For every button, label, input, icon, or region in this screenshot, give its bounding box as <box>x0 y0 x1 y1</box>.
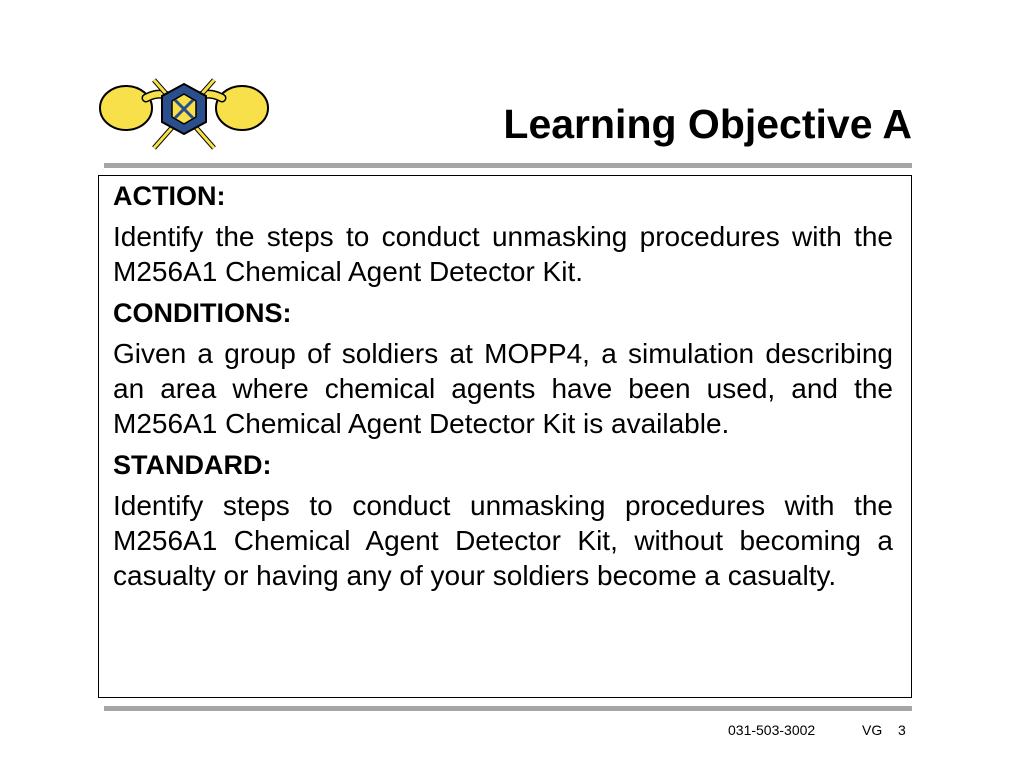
chemical-corps-insignia-icon <box>98 74 270 152</box>
slide-title: Learning Objective A <box>503 101 912 147</box>
objective-box <box>98 175 912 698</box>
conditions-text: Given a group of soldiers at MOPP4, a simulation describing an area where chemical agents have been used, and the M256A1 Chemical Agent Detector Kit is available. <box>113 338 893 439</box>
footer-vg-label: VG <box>862 722 883 738</box>
standard-text: Identify steps to conduct unmasking procedures with the M256A1 Chemical Agent Detector Kit, without becoming a casualty or having any of your soldiers become a casualty. <box>113 490 893 591</box>
footer-page-number: 3 <box>898 722 906 738</box>
footer-course-code: 031-503-3002 <box>728 722 816 738</box>
standard-heading: STANDARD: <box>113 450 272 480</box>
conditions-heading: CONDITIONS: <box>113 298 292 328</box>
action-text: Identify the steps to conduct unmasking procedures with the M256A1 Chemical Agent Detector Kit. <box>113 221 893 287</box>
action-heading: ACTION: <box>113 181 226 211</box>
top-divider <box>104 163 912 168</box>
bottom-divider <box>104 706 912 711</box>
